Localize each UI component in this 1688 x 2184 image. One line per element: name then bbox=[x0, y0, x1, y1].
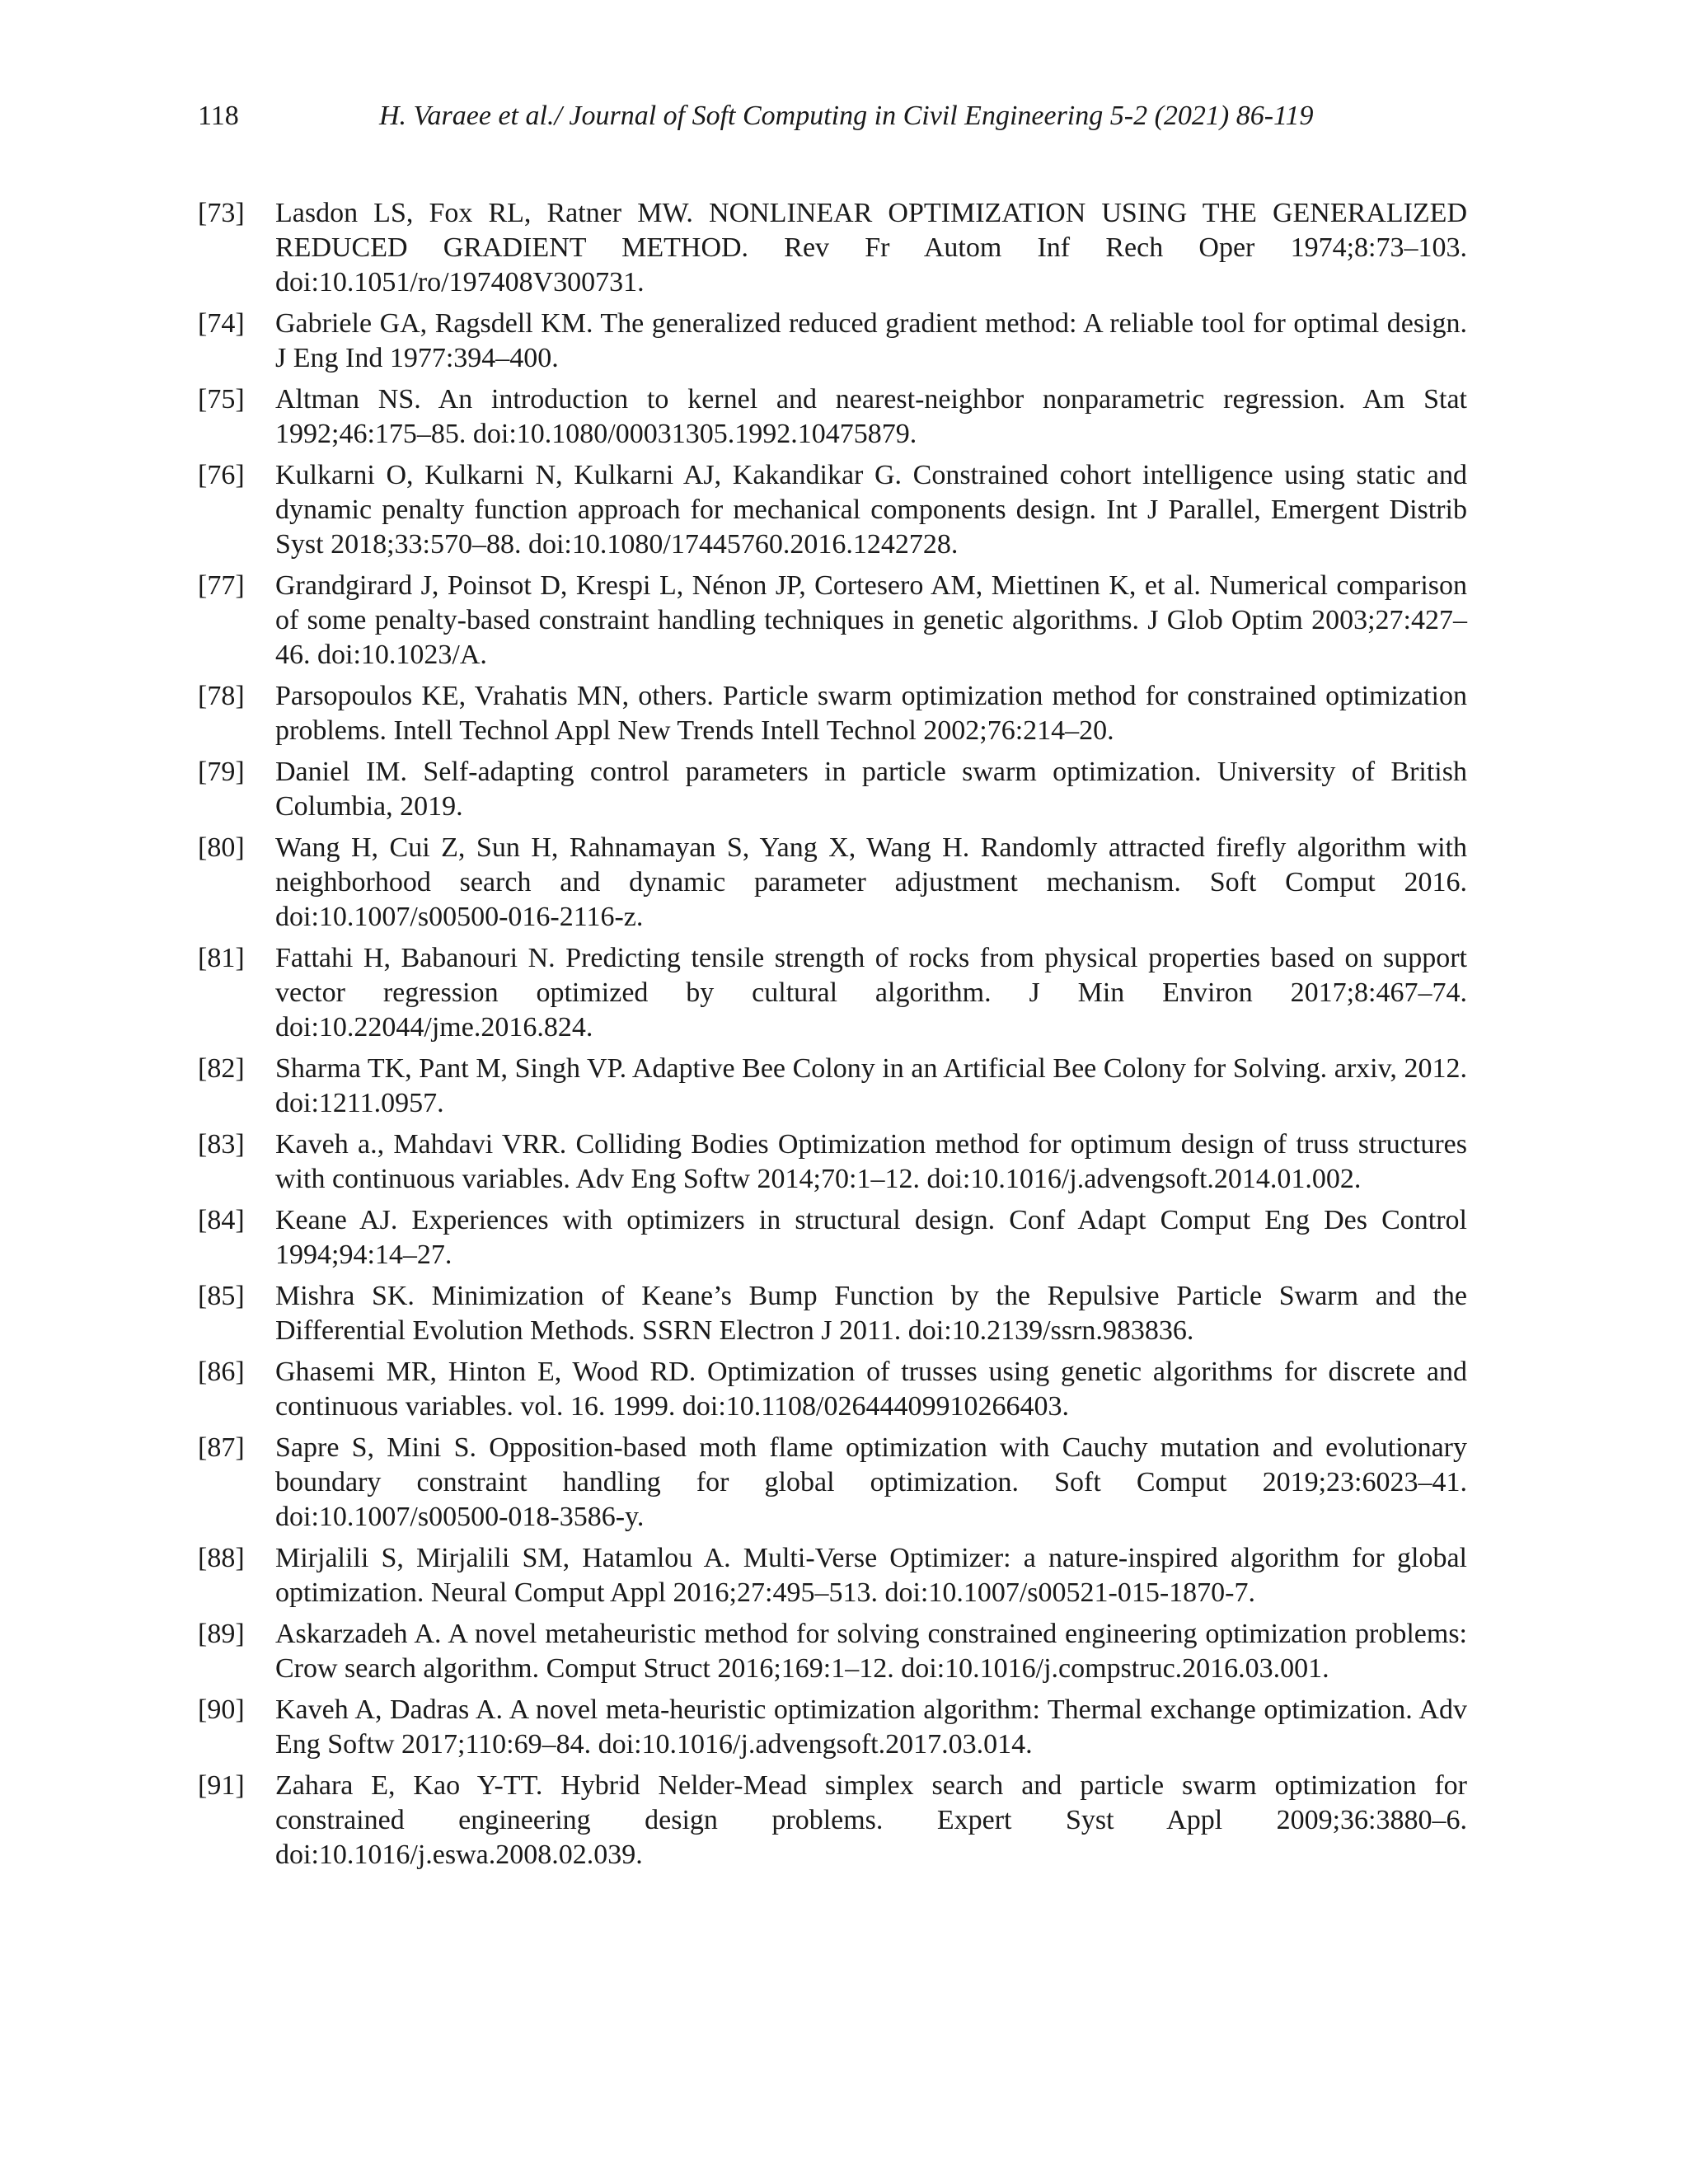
reference-number: [79] bbox=[198, 757, 245, 787]
reference-number: [90] bbox=[198, 1694, 245, 1725]
reference-item bbox=[198, 1769, 1467, 1872]
reference-number: [84] bbox=[198, 1205, 245, 1235]
reference-item bbox=[198, 1617, 1467, 1686]
reference-text: Grandgirard J, Poinsot D, Krespi L, Nénon JP, Cortesero AM, Miettinen K, et al. Numerical comparison of some penalty-based constraint handling techniques in genetic algorithms. J Glob Optim 2003;27:427–46. doi:10.1023/A. bbox=[275, 570, 1467, 670]
reference-text: Fattahi H, Babanouri N. Predicting tensile strength of rocks from physical properties based on support vector regression optimized by cultural algorithm. J Min Environ 2017;8:467–74. doi:10.22044/jme.2016.824. bbox=[275, 943, 1467, 1043]
reference-number: [77] bbox=[198, 570, 245, 601]
reference-number: [80] bbox=[198, 832, 245, 863]
reference-number: [81] bbox=[198, 943, 245, 973]
reference-text: Ghasemi MR, Hinton E, Wood RD. Optimization of trusses using genetic algorithms for discrete and continuous variables. vol. 16. 1999. doi:10.1108/02644409910266403. bbox=[275, 1357, 1467, 1422]
reference-item bbox=[198, 831, 1467, 935]
reference-text: Mishra SK. Minimization of Keane’s Bump Function by the Repulsive Particle Swarm and the Differential Evolution Methods. SSRN Electron J 2011. doi:10.2139/ssrn.983836. bbox=[275, 1281, 1467, 1346]
reference-text: Parsopoulos KE, Vrahatis MN, others. Particle swarm optimization method for constrained optimization problems. Intell Technol Appl New Trends Intell Technol 2002;76:214–20. bbox=[275, 681, 1467, 746]
reference-number: [89] bbox=[198, 1619, 245, 1649]
reference-item bbox=[198, 1052, 1467, 1121]
reference-list bbox=[198, 196, 1467, 1879]
reference-text: Lasdon LS, Fox RL, Ratner MW. NONLINEAR OPTIMIZATION USING THE GENERALIZED REDUCED GRADIENT METHOD. Rev Fr Autom Inf Rech Oper 1974;8:73–103. doi:10.1051/ro/197408V300731. bbox=[275, 198, 1467, 298]
reference-number: [73] bbox=[198, 198, 245, 228]
reference-text: Keane AJ. Experiences with optimizers in structural design. Conf Adapt Comput Eng Des Control 1994;94:14–27. bbox=[275, 1205, 1467, 1270]
page-number: 118 bbox=[198, 101, 239, 131]
reference-item bbox=[198, 755, 1467, 824]
reference-number: [85] bbox=[198, 1281, 245, 1311]
reference-item bbox=[198, 1203, 1467, 1272]
reference-number: [74] bbox=[198, 308, 245, 339]
reference-text: Kulkarni O, Kulkarni N, Kulkarni AJ, Kakandikar G. Constrained cohort intelligence using static and dynamic penalty function approach for mechanical components design. Int J Parallel, Emergent Distrib Syst 2018;33:570–88. doi:10.1080/17445760.2016.1242728. bbox=[275, 460, 1467, 560]
reference-item bbox=[198, 458, 1467, 562]
reference-item bbox=[198, 196, 1467, 300]
reference-text: Askarzadeh A. A novel metaheuristic method for solving constrained engineering optimization problems: Crow search algorithm. Comput Struct 2016;169:1–12. doi:10.1016/j.compstruc.2016.03.001. bbox=[275, 1619, 1467, 1684]
reference-item bbox=[198, 1127, 1467, 1197]
reference-item bbox=[198, 1541, 1467, 1610]
running-header: H. Varaee et al./ Journal of Soft Computing in Civil Engineering 5-2 (2021) 86-119 bbox=[379, 101, 1314, 131]
reference-number: [91] bbox=[198, 1770, 245, 1801]
reference-number: [78] bbox=[198, 681, 245, 711]
reference-item bbox=[198, 1693, 1467, 1762]
reference-item bbox=[198, 382, 1467, 452]
reference-number: [86] bbox=[198, 1357, 245, 1387]
reference-text: Sapre S, Mini S. Opposition-based moth flame optimization with Cauchy mutation and evolutionary boundary constraint handling for global optimization. Soft Comput 2019;23:6023–41. doi:10.1007/s00500-018-3586-y. bbox=[275, 1432, 1467, 1532]
reference-item bbox=[198, 1279, 1467, 1348]
reference-text: Kaveh A, Dadras A. A novel meta-heuristic optimization algorithm: Thermal exchange optimization. Adv Eng Softw 2017;110:69–84. doi:10.1016/j.advengsoft.2017.03.014. bbox=[275, 1694, 1467, 1760]
reference-number: [75] bbox=[198, 384, 245, 415]
reference-text: Kaveh a., Mahdavi VRR. Colliding Bodies Optimization method for optimum design of truss structures with continuous variables. Adv Eng Softw 2014;70:1–12. doi:10.1016/j.advengsoft.2014.01.002. bbox=[275, 1129, 1467, 1194]
reference-number: [82] bbox=[198, 1053, 245, 1084]
reference-number: [83] bbox=[198, 1129, 245, 1160]
reference-item bbox=[198, 569, 1467, 673]
reference-text: Gabriele GA, Ragsdell KM. The generalized reduced gradient method: A reliable tool for optimal design. J Eng Ind 1977:394–400. bbox=[275, 308, 1467, 373]
reference-item bbox=[198, 307, 1467, 376]
reference-number: [87] bbox=[198, 1432, 245, 1463]
reference-text: Wang H, Cui Z, Sun H, Rahnamayan S, Yang X, Wang H. Randomly attracted firefly algorithm with neighborhood search and dynamic parameter adjustment mechanism. Soft Comput 2016. doi:10.1007/s00500-016-2116-z. bbox=[275, 832, 1467, 932]
reference-number: [88] bbox=[198, 1543, 245, 1573]
reference-text: Sharma TK, Pant M, Singh VP. Adaptive Bee Colony in an Artificial Bee Colony for Solving. arxiv, 2012. doi:1211.0957. bbox=[275, 1053, 1467, 1118]
reference-item bbox=[198, 941, 1467, 1045]
reference-number: [76] bbox=[198, 460, 245, 490]
reference-text: Altman NS. An introduction to kernel and nearest-neighbor nonparametric regression. Am Stat 1992;46:175–85. doi:10.1080/00031305.1992.10475879. bbox=[275, 384, 1467, 449]
reference-text: Zahara E, Kao Y-TT. Hybrid Nelder-Mead simplex search and particle swarm optimization for constrained engineering design problems. Expert Syst Appl 2009;36:3880–6. doi:10.1016/j.eswa.2008.02.039. bbox=[275, 1770, 1467, 1870]
reference-item bbox=[198, 1431, 1467, 1535]
reference-text: Daniel IM. Self-adapting control parameters in particle swarm optimization. University of British Columbia, 2019. bbox=[275, 757, 1467, 822]
reference-item bbox=[198, 1355, 1467, 1424]
reference-text: Mirjalili S, Mirjalili SM, Hatamlou A. Multi-Verse Optimizer: a nature-inspired algorithm for global optimization. Neural Comput Appl 2016;27:495–513. doi:10.1007/s00521-015-1870-7. bbox=[275, 1543, 1467, 1608]
reference-item bbox=[198, 679, 1467, 748]
